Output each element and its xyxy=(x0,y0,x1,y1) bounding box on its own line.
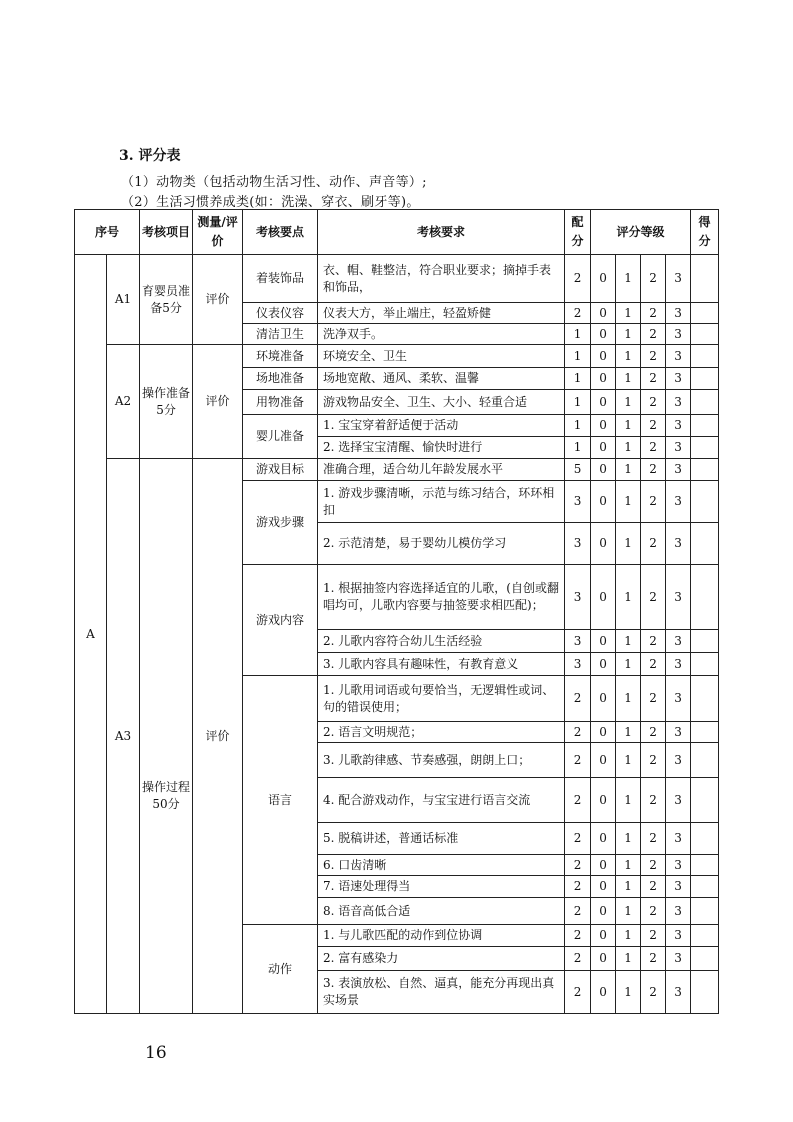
point-label: 游戏步骤 xyxy=(243,481,318,565)
paragraph-habits: （2）生活习惯养成类(如：洗澡、穿衣、刷牙等)。 xyxy=(121,195,420,210)
grade-cell-2: 2 xyxy=(641,971,666,1014)
grade-cell-2: 2 xyxy=(641,523,666,565)
score-cell xyxy=(691,630,719,653)
grade-cell-0: 0 xyxy=(591,876,616,898)
requirement-cell: 场地宽敞、通风、柔软、温馨 xyxy=(318,368,565,390)
group-a3-measure: 评价 xyxy=(193,459,243,1014)
grade-cell-0: 0 xyxy=(591,778,616,823)
weight-cell: 1 xyxy=(565,437,591,459)
grade-cell-1: 1 xyxy=(616,722,641,743)
point-label: 动作 xyxy=(243,925,318,1014)
requirement-cell: 8. 语音高低合适 xyxy=(318,898,565,925)
requirement-cell: 1. 儿歌用词语或句要恰当，无逻辑性或词、句的错误使用； xyxy=(318,676,565,722)
grade-cell-2: 2 xyxy=(641,778,666,823)
score-cell xyxy=(691,876,719,898)
group-a2-item: 操作准备5分 xyxy=(140,345,193,459)
grade-cell-3: 3 xyxy=(666,947,691,971)
grade-cell-3: 3 xyxy=(666,823,691,855)
weight-cell: 1 xyxy=(565,390,591,415)
grade-cell-1: 1 xyxy=(616,523,641,565)
grade-cell-2: 2 xyxy=(641,925,666,947)
group-a2-measure: 评价 xyxy=(193,345,243,459)
grade-cell-0: 0 xyxy=(591,415,616,437)
grade-cell-0: 0 xyxy=(591,855,616,876)
grade-cell-3: 3 xyxy=(666,368,691,390)
header-point: 考核要点 xyxy=(243,210,318,255)
page-number: 16 xyxy=(145,1043,167,1063)
requirement-cell: 1. 与儿歌匹配的动作到位协调 xyxy=(318,925,565,947)
grade-cell-3: 3 xyxy=(666,390,691,415)
grade-cell-2: 2 xyxy=(641,437,666,459)
header-score: 得分 xyxy=(691,210,719,255)
score-cell xyxy=(691,459,719,481)
grade-cell-1: 1 xyxy=(616,876,641,898)
grade-cell-3: 3 xyxy=(666,743,691,778)
point-label: 用物准备 xyxy=(243,390,318,415)
grade-cell-1: 1 xyxy=(616,303,641,324)
grade-cell-1: 1 xyxy=(616,390,641,415)
requirement-cell: 4. 配合游戏动作，与宝宝进行语言交流 xyxy=(318,778,565,823)
score-cell xyxy=(691,415,719,437)
grade-cell-1: 1 xyxy=(616,898,641,925)
grade-cell-2: 2 xyxy=(641,459,666,481)
weight-cell: 1 xyxy=(565,324,591,345)
point-label: 游戏目标 xyxy=(243,459,318,481)
weight-cell: 2 xyxy=(565,925,591,947)
grade-cell-3: 3 xyxy=(666,255,691,303)
grade-cell-2: 2 xyxy=(641,630,666,653)
requirement-cell: 2. 儿歌内容符合幼儿生活经验 xyxy=(318,630,565,653)
requirement-cell: 1. 游戏步骤清晰，示范与练习结合，环环相扣 xyxy=(318,481,565,523)
requirement-cell: 仪表大方，举止端庄，轻盈矫健 xyxy=(318,303,565,324)
grade-cell-1: 1 xyxy=(616,947,641,971)
requirement-cell: 2. 示范清楚，易于婴幼儿模仿学习 xyxy=(318,523,565,565)
group-a1-item: 育婴员准备5分 xyxy=(140,255,193,345)
grade-cell-3: 3 xyxy=(666,676,691,722)
grade-cell-2: 2 xyxy=(641,947,666,971)
grade-cell-1: 1 xyxy=(616,459,641,481)
grade-cell-3: 3 xyxy=(666,415,691,437)
scoring-table xyxy=(74,209,719,1014)
point-label: 环境准备 xyxy=(243,345,318,368)
requirement-cell: 3. 儿歌内容具有趣味性，有教育意义 xyxy=(318,653,565,676)
grade-cell-0: 0 xyxy=(591,898,616,925)
grade-cell-2: 2 xyxy=(641,855,666,876)
grade-cell-2: 2 xyxy=(641,390,666,415)
grade-cell-3: 3 xyxy=(666,630,691,653)
group-a3-item: 操作过程50分 xyxy=(140,459,193,1014)
grade-cell-1: 1 xyxy=(616,925,641,947)
score-cell xyxy=(691,778,719,823)
group-a1-measure: 评价 xyxy=(193,255,243,345)
grade-cell-1: 1 xyxy=(616,971,641,1014)
weight-cell: 2 xyxy=(565,255,591,303)
weight-cell: 2 xyxy=(565,676,591,722)
weight-cell: 1 xyxy=(565,368,591,390)
grade-cell-3: 3 xyxy=(666,778,691,823)
grade-cell-0: 0 xyxy=(591,630,616,653)
score-cell xyxy=(691,565,719,630)
grade-cell-3: 3 xyxy=(666,437,691,459)
header-item: 考核项目 xyxy=(140,210,193,255)
header-requirement: 考核要求 xyxy=(318,210,565,255)
grade-cell-1: 1 xyxy=(616,653,641,676)
score-cell xyxy=(691,324,719,345)
score-cell xyxy=(691,368,719,390)
score-cell xyxy=(691,303,719,324)
grade-cell-1: 1 xyxy=(616,565,641,630)
grade-cell-2: 2 xyxy=(641,303,666,324)
grade-cell-2: 2 xyxy=(641,722,666,743)
grade-cell-2: 2 xyxy=(641,876,666,898)
grade-cell-0: 0 xyxy=(591,459,616,481)
grade-cell-2: 2 xyxy=(641,481,666,523)
group-a2-code: A2 xyxy=(107,345,140,459)
grade-cell-1: 1 xyxy=(616,255,641,303)
point-label: 场地准备 xyxy=(243,368,318,390)
grade-cell-0: 0 xyxy=(591,676,616,722)
point-label: 游戏内容 xyxy=(243,565,318,676)
score-cell xyxy=(691,255,719,303)
requirement-cell: 3. 儿歌韵律感、节奏感强，朗朗上口； xyxy=(318,743,565,778)
score-cell xyxy=(691,898,719,925)
requirement-cell: 2. 选择宝宝清醒、愉快时进行 xyxy=(318,437,565,459)
grade-cell-3: 3 xyxy=(666,898,691,925)
grade-cell-1: 1 xyxy=(616,415,641,437)
weight-cell: 2 xyxy=(565,303,591,324)
section-title: 3. 评分表 xyxy=(119,148,181,164)
weight-cell: 3 xyxy=(565,565,591,630)
grade-cell-3: 3 xyxy=(666,523,691,565)
weight-cell: 3 xyxy=(565,481,591,523)
weight-cell: 3 xyxy=(565,653,591,676)
grade-cell-0: 0 xyxy=(591,971,616,1014)
requirement-cell: 准确合理，适合幼儿年龄发展水平 xyxy=(318,459,565,481)
group-a3-code: A3 xyxy=(107,459,140,1014)
weight-cell: 2 xyxy=(565,823,591,855)
point-label: 着装饰品 xyxy=(243,255,318,303)
grade-cell-3: 3 xyxy=(666,565,691,630)
score-cell xyxy=(691,855,719,876)
grade-cell-2: 2 xyxy=(641,823,666,855)
grade-cell-1: 1 xyxy=(616,823,641,855)
grade-cell-0: 0 xyxy=(591,324,616,345)
grade-cell-2: 2 xyxy=(641,324,666,345)
requirement-cell: 2. 语言文明规范； xyxy=(318,722,565,743)
grade-cell-3: 3 xyxy=(666,876,691,898)
score-cell xyxy=(691,925,719,947)
grade-cell-3: 3 xyxy=(666,855,691,876)
group-a-label: A xyxy=(75,255,107,1014)
grade-cell-2: 2 xyxy=(641,743,666,778)
weight-cell: 2 xyxy=(565,898,591,925)
score-cell xyxy=(691,947,719,971)
grade-cell-0: 0 xyxy=(591,523,616,565)
point-label: 婴儿准备 xyxy=(243,415,318,459)
grade-cell-3: 3 xyxy=(666,324,691,345)
weight-cell: 5 xyxy=(565,459,591,481)
grade-cell-1: 1 xyxy=(616,437,641,459)
grade-cell-0: 0 xyxy=(591,925,616,947)
requirement-cell: 3. 表演放松、自然、逼真，能充分再现出真实场景 xyxy=(318,971,565,1014)
weight-cell: 3 xyxy=(565,630,591,653)
table-row xyxy=(75,345,719,368)
requirement-cell: 环境安全、卫生 xyxy=(318,345,565,368)
group-a1-code: A1 xyxy=(107,255,140,345)
score-cell xyxy=(691,823,719,855)
requirement-cell: 游戏物品安全、卫生、大小、轻重合适 xyxy=(318,390,565,415)
grade-cell-0: 0 xyxy=(591,653,616,676)
grade-cell-0: 0 xyxy=(591,345,616,368)
grade-cell-1: 1 xyxy=(616,345,641,368)
grade-cell-3: 3 xyxy=(666,459,691,481)
score-cell xyxy=(691,345,719,368)
weight-cell: 2 xyxy=(565,971,591,1014)
requirement-cell: 洗净双手。 xyxy=(318,324,565,345)
weight-cell: 3 xyxy=(565,523,591,565)
weight-cell: 2 xyxy=(565,855,591,876)
grade-cell-0: 0 xyxy=(591,722,616,743)
header-measure: 测量/评价 xyxy=(193,210,243,255)
point-label: 语言 xyxy=(243,676,318,925)
requirement-cell: 6. 口齿清晰 xyxy=(318,855,565,876)
grade-cell-1: 1 xyxy=(616,630,641,653)
header-weight: 配分 xyxy=(565,210,591,255)
requirement-cell: 5. 脱稿讲述，普通话标准 xyxy=(318,823,565,855)
grade-cell-0: 0 xyxy=(591,743,616,778)
grade-cell-3: 3 xyxy=(666,653,691,676)
grade-cell-3: 3 xyxy=(666,303,691,324)
grade-cell-2: 2 xyxy=(641,653,666,676)
grade-cell-1: 1 xyxy=(616,855,641,876)
weight-cell: 2 xyxy=(565,743,591,778)
grade-cell-0: 0 xyxy=(591,368,616,390)
table-row xyxy=(75,255,719,303)
paragraph-animals: （1）动物类（包括动物生活习性、动作、声音等）; xyxy=(121,175,427,190)
weight-cell: 1 xyxy=(565,345,591,368)
grade-cell-1: 1 xyxy=(616,676,641,722)
score-cell xyxy=(691,743,719,778)
grade-cell-1: 1 xyxy=(616,778,641,823)
grade-cell-1: 1 xyxy=(616,368,641,390)
grade-cell-1: 1 xyxy=(616,743,641,778)
requirement-cell: 7. 语速处理得当 xyxy=(318,876,565,898)
grade-cell-0: 0 xyxy=(591,823,616,855)
grade-cell-2: 2 xyxy=(641,898,666,925)
header-row xyxy=(75,210,719,255)
score-cell xyxy=(691,653,719,676)
grade-cell-3: 3 xyxy=(666,481,691,523)
score-cell xyxy=(691,523,719,565)
header-grade: 评分等级 xyxy=(591,210,691,255)
grade-cell-0: 0 xyxy=(591,390,616,415)
grade-cell-3: 3 xyxy=(666,925,691,947)
score-cell xyxy=(691,971,719,1014)
grade-cell-1: 1 xyxy=(616,324,641,345)
weight-cell: 2 xyxy=(565,947,591,971)
grade-cell-3: 3 xyxy=(666,722,691,743)
grade-cell-0: 0 xyxy=(591,303,616,324)
score-cell xyxy=(691,722,719,743)
grade-cell-0: 0 xyxy=(591,947,616,971)
table-row xyxy=(75,459,719,481)
weight-cell: 1 xyxy=(565,415,591,437)
grade-cell-0: 0 xyxy=(591,481,616,523)
grade-cell-2: 2 xyxy=(641,415,666,437)
score-cell xyxy=(691,481,719,523)
weight-cell: 2 xyxy=(565,722,591,743)
point-label: 清洁卫生 xyxy=(243,324,318,345)
weight-cell: 2 xyxy=(565,876,591,898)
grade-cell-2: 2 xyxy=(641,345,666,368)
grade-cell-2: 2 xyxy=(641,368,666,390)
score-cell xyxy=(691,676,719,722)
grade-cell-0: 0 xyxy=(591,255,616,303)
score-cell xyxy=(691,437,719,459)
grade-cell-3: 3 xyxy=(666,345,691,368)
requirement-cell: 1. 宝宝穿着舒适便于活动 xyxy=(318,415,565,437)
grade-cell-2: 2 xyxy=(641,255,666,303)
point-label: 仪表仪容 xyxy=(243,303,318,324)
requirement-cell: 1. 根据抽签内容选择适宜的儿歌，(自创或翻唱均可，儿歌内容要与抽签要求相匹配)； xyxy=(318,565,565,630)
grade-cell-0: 0 xyxy=(591,437,616,459)
score-cell xyxy=(691,390,719,415)
grade-cell-2: 2 xyxy=(641,676,666,722)
grade-cell-3: 3 xyxy=(666,971,691,1014)
requirement-cell: 衣、帽、鞋整洁，符合职业要求；摘掉手表和饰品， xyxy=(318,255,565,303)
requirement-cell: 2. 富有感染力 xyxy=(318,947,565,971)
grade-cell-0: 0 xyxy=(591,565,616,630)
header-seq: 序号 xyxy=(75,210,140,255)
grade-cell-1: 1 xyxy=(616,481,641,523)
weight-cell: 2 xyxy=(565,778,591,823)
grade-cell-2: 2 xyxy=(641,565,666,630)
